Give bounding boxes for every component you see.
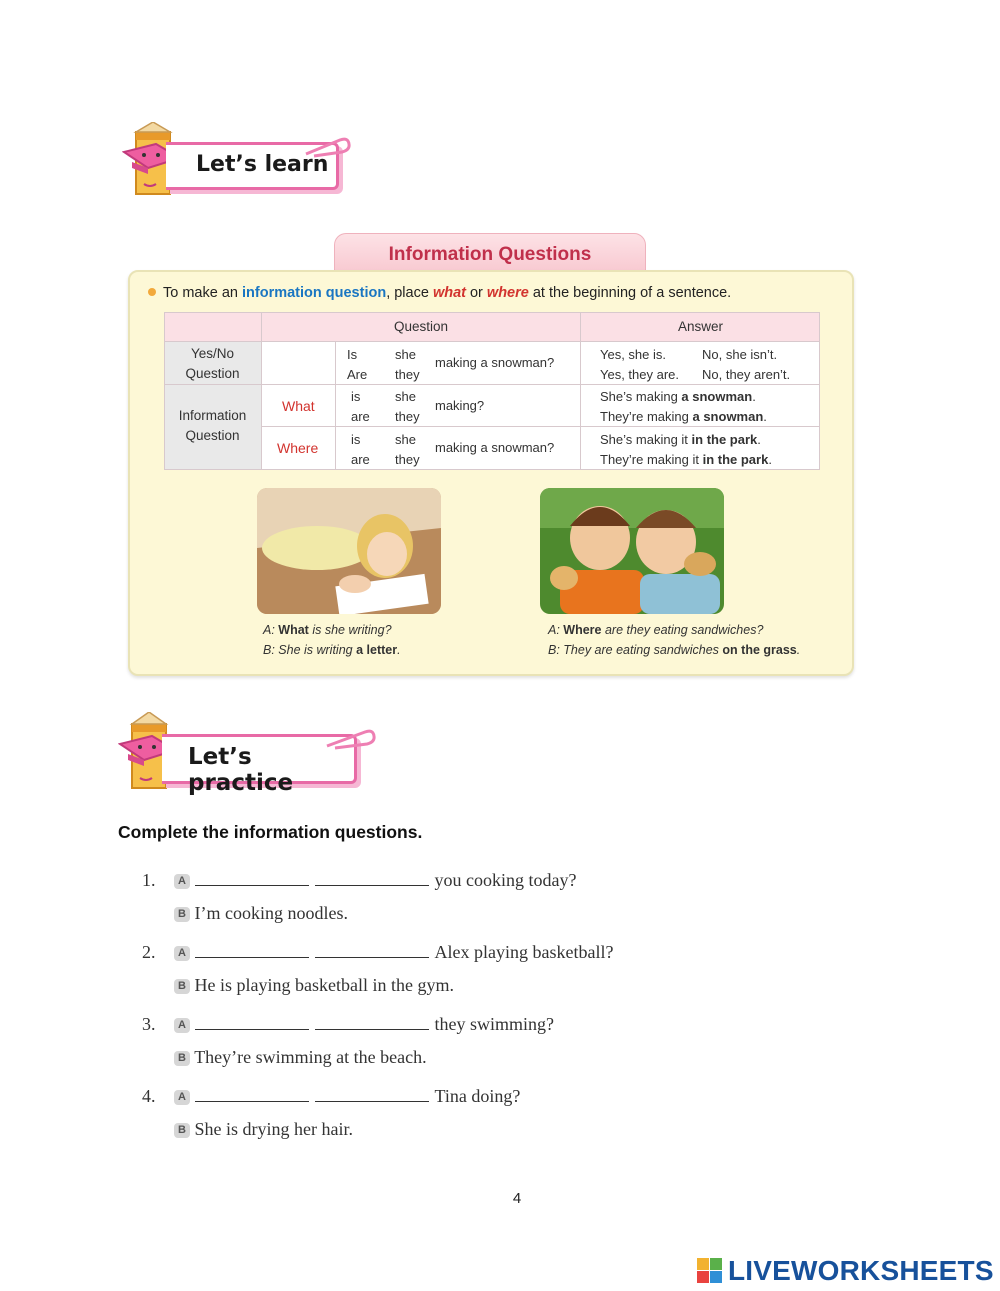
side-info [164, 385, 261, 470]
speaker-b-badge: B [174, 1051, 190, 1066]
question-text: they swimming? [434, 1014, 554, 1034]
what-verb-2: are [351, 409, 370, 424]
where-word: Where [277, 440, 319, 456]
what-verbs [351, 387, 370, 427]
side-info-line1: Information [178, 408, 247, 423]
answer-blank-1[interactable] [195, 871, 309, 886]
intro-mid2: or [465, 285, 487, 301]
speaker-b-badge: B [174, 979, 190, 994]
box-title-tab [334, 233, 646, 274]
side-yesno [164, 341, 261, 387]
what-subject-2: they [395, 409, 420, 424]
answer-text: She is drying her hair. [194, 1119, 353, 1139]
what-answer-2: They’re making a snowman. [600, 409, 767, 424]
table-head-question: Question [262, 312, 580, 341]
badge-label: Let’s practice [188, 744, 294, 796]
answer-blank-2[interactable] [315, 943, 429, 958]
side-info-line2: Question [185, 428, 240, 443]
intro-sentence [148, 285, 731, 301]
intro-post: at the beginning of a sentence. [528, 285, 732, 301]
answer-blank-1[interactable] [195, 943, 309, 958]
lets-practice-badge [118, 712, 383, 798]
yesno-verb-2: Are [347, 367, 368, 382]
answer-blank-1[interactable] [195, 1015, 309, 1030]
intro-mid1: , place [386, 285, 433, 301]
table-head-answer: Answer [581, 312, 820, 341]
what-answers [600, 387, 767, 427]
table-head-blank [164, 312, 261, 341]
answer-text: I’m cooking noodles. [194, 903, 348, 923]
photo-kids-eating [540, 488, 724, 614]
intro-term: information question [242, 285, 387, 301]
speaker-a-badge: A [174, 1018, 190, 1033]
question-text: Alex playing basketball? [434, 942, 614, 962]
where-subject-2: they [395, 452, 420, 467]
grammar-table [164, 312, 820, 470]
answer-blank-2[interactable] [315, 1087, 429, 1102]
caption-left-b: B: She is writing a letter. [263, 643, 401, 657]
question-number: 4. [142, 1086, 156, 1106]
practice-instruction: Complete the information questions. [118, 822, 423, 842]
where-verb-1: is [351, 432, 361, 447]
what-verb-1: is [351, 389, 361, 404]
where-verbs [351, 430, 370, 470]
caption-left [263, 620, 401, 660]
paperclip-icon [323, 726, 379, 752]
page-number: 4 [512, 1190, 522, 1207]
box-title: Information Questions [388, 244, 592, 265]
speaker-a-badge: A [174, 874, 190, 889]
paperclip-icon [302, 134, 352, 160]
answer-blank-2[interactable] [315, 1015, 429, 1030]
no-answer-2: No, they aren’t. [702, 367, 791, 382]
question-text: you cooking today? [434, 870, 577, 890]
answer-blank-2[interactable] [315, 871, 429, 886]
side-yesno-line1: Yes/No [190, 346, 235, 361]
answer-text: He is playing basketball in the gym. [194, 975, 454, 995]
where-answer-1: She’s making it in the park. [600, 432, 761, 447]
caption-right-b: B: They are eating sandwiches on the grass. [548, 643, 801, 657]
badge-label: Let’s learn [196, 152, 329, 177]
speaker-b-badge: B [174, 1123, 190, 1138]
caption-left-a: A: What is she writing? [263, 623, 392, 637]
speaker-a-badge: A [174, 946, 190, 961]
where-subjects [395, 430, 420, 470]
intro-pre: To make an [163, 285, 242, 301]
question-number: 2. [142, 942, 156, 962]
where-verb-2: are [351, 452, 370, 467]
yes-answer-2: Yes, they are. [600, 367, 680, 382]
answer-text: They’re swimming at the beach. [194, 1047, 427, 1067]
what-rest: making? [435, 398, 485, 413]
question-text: Tina doing? [434, 1086, 521, 1106]
yesno-subject-1: she [395, 347, 416, 362]
yesno-verb-1: Is [347, 347, 358, 362]
yesno-yes [600, 345, 679, 385]
answer-blank-1[interactable] [195, 1087, 309, 1102]
where-rest: making a snowman? [435, 440, 555, 455]
where-subject-1: she [395, 432, 416, 447]
photo-girl-writing [257, 488, 441, 614]
speaker-a-badge: A [174, 1090, 190, 1105]
liveworksheets-brand[interactable]: LIVEWORKSHEETS [728, 1255, 994, 1286]
lets-learn-badge [122, 122, 362, 204]
where-answers [600, 430, 772, 470]
caption-right [548, 620, 800, 660]
caption-right-a: A: Where are they eating sandwiches? [548, 623, 764, 637]
yesno-rest: making a snowman? [435, 355, 555, 370]
yesno-subjects [395, 345, 420, 385]
intro-where: where [486, 285, 529, 301]
speaker-b-badge: B [174, 907, 190, 922]
yesno-verbs [347, 345, 367, 385]
question-number: 1. [142, 870, 156, 890]
yesno-subject-2: they [395, 367, 420, 382]
intro-what: what [432, 285, 466, 301]
what-subject-1: she [395, 389, 416, 404]
where-answer-2: They’re making it in the park. [600, 452, 772, 467]
yesno-no [702, 345, 790, 385]
what-word: What [282, 398, 315, 414]
no-answer-1: No, she isn’t. [702, 347, 778, 362]
what-answer-1: She’s making a snowman. [600, 389, 756, 404]
bullet-dot-icon [148, 288, 156, 296]
side-yesno-line2: Question [185, 366, 240, 381]
liveworksheets-logo-icon [697, 1254, 725, 1288]
what-subjects [395, 387, 420, 427]
yes-answer-1: Yes, she is. [600, 347, 667, 362]
question-number: 3. [142, 1014, 156, 1034]
